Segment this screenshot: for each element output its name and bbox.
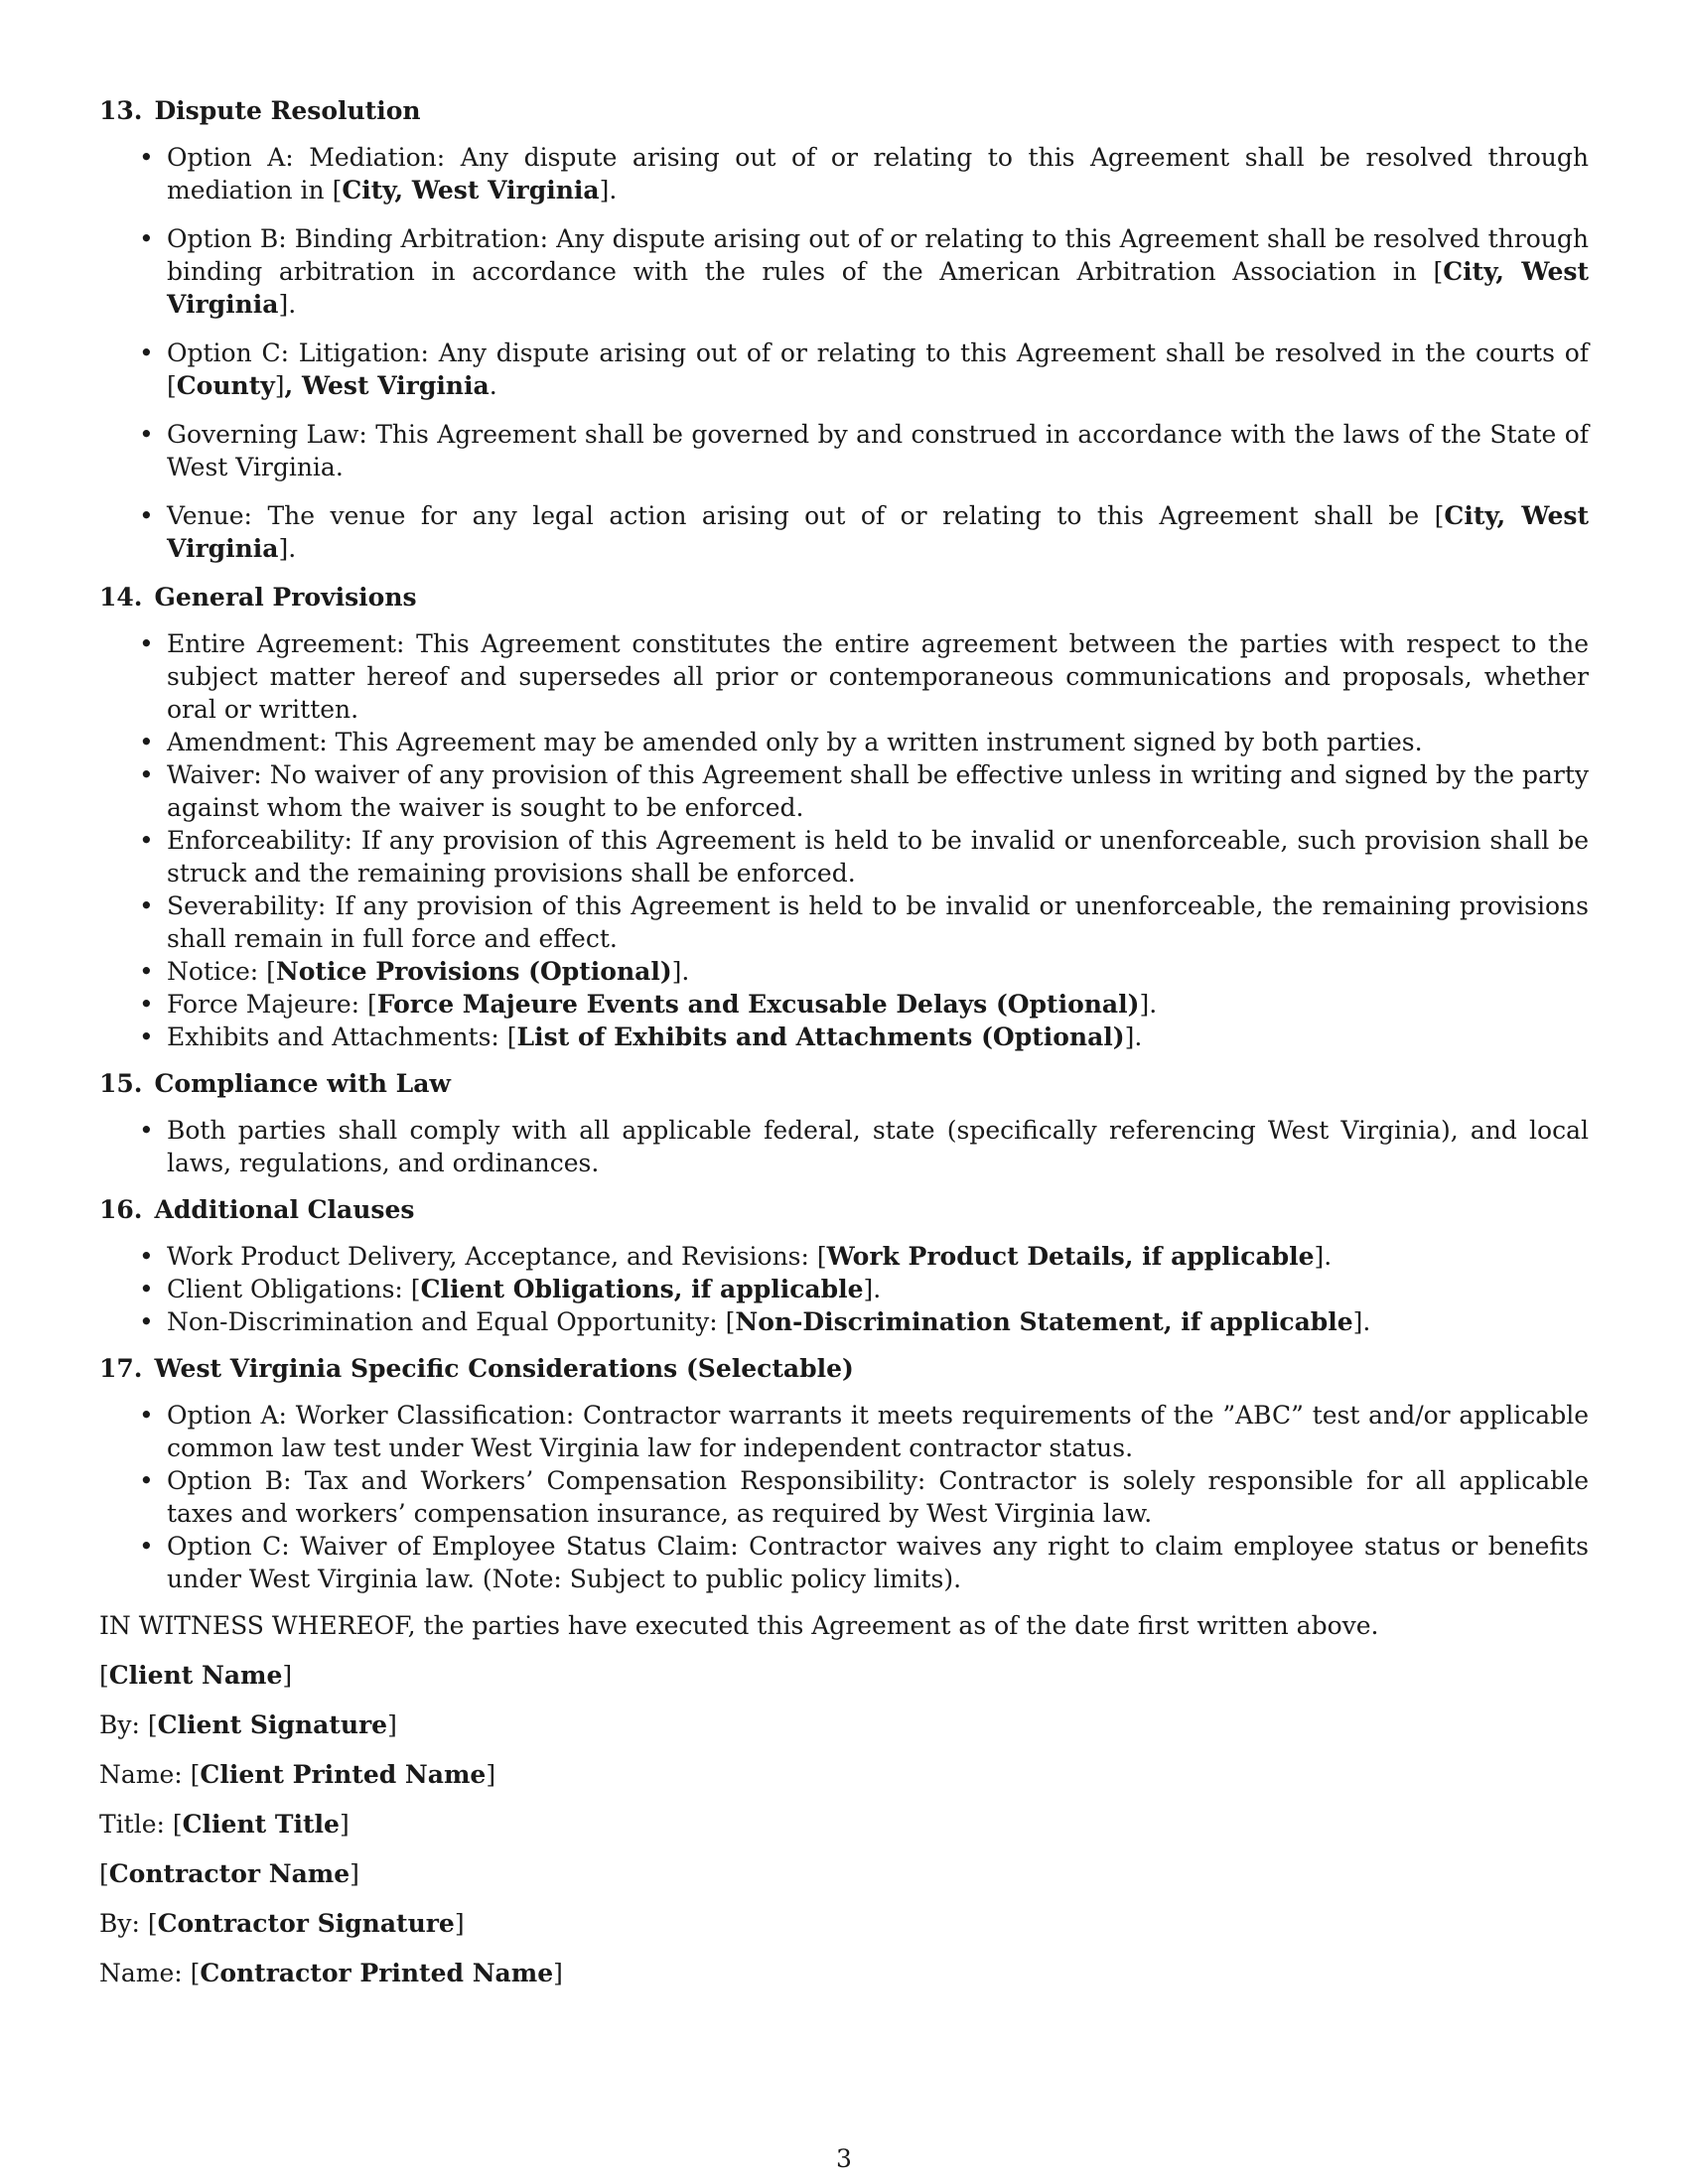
list-item: • Option B: Tax and Workers’ Compensation Responsibility: Contractor is solely responsible for all applicable taxes and workers’ compensation insurance, as required by West Virginia law.: [167, 1464, 1589, 1530]
list-item: • Exhibits and Attachments: [List of Exhibits and Attachments (Optional)].: [167, 1021, 1589, 1053]
list-item: • Entire Agreement: This Agreement constitutes the entire agreement between the parties with respect to the subject matter hereof and supersedes all prior or contemporaneous communications and proposals, whether oral or written.: [167, 627, 1589, 726]
section-heading: 16. Additional Clauses: [99, 1195, 415, 1224]
list-item: • Option C: Litigation: Any dispute arising out of or relating to this Agreement shall be resolved in the courts of [County], West Virginia.: [167, 337, 1589, 402]
section-heading: 17. West Virginia Specific Considerations (Selectable): [99, 1354, 854, 1383]
list-item: • Option C: Waiver of Employee Status Claim: Contractor waives any right to claim employee status or benefits under West Virginia law. (Note: Subject to public policy limits).: [167, 1530, 1589, 1595]
section-heading: 13. Dispute Resolution: [99, 96, 421, 125]
list-item: • Enforceability: If any provision of this Agreement is held to be invalid or unenforceable, such provision shall be struck and the remaining provisions shall be enforced.: [167, 824, 1589, 889]
list-item: • Venue: The venue for any legal action arising out of or relating to this Agreement shall be [City, West Virginia].: [167, 499, 1589, 565]
section-13-dispute-resolution: [99, 94, 1589, 565]
page-number: 3: [836, 2144, 852, 2173]
section-15-list: [99, 1114, 1589, 1179]
list-item: • Option B: Binding Arbitration: Any dispute arising out of or relating to this Agreement shall be resolved through binding arbitration in accordance with the rules of the American Arbitration Association in [City, West Virginia].: [167, 222, 1589, 321]
section-heading: 15. Compliance with Law: [99, 1069, 451, 1098]
section-16-list: [99, 1240, 1589, 1338]
signature-line: By: [Client Signature]: [99, 1710, 397, 1739]
signature-block: [99, 1659, 1589, 1989]
section-14-list: [99, 627, 1589, 1053]
list-item: • Notice: [Notice Provisions (Optional)].: [167, 955, 1589, 988]
section-17-west-virginia: [99, 1352, 1589, 1595]
list-item: • Option A: Worker Classification: Contractor warrants it meets requirements of the ”ABC” test and/or applicable common law test under West Virginia law for independent contractor status.: [167, 1399, 1589, 1464]
section-heading: 14. General Provisions: [99, 583, 417, 612]
document-page: [99, 94, 1589, 2006]
section-16-additional-clauses: [99, 1193, 1589, 1338]
section-15-compliance: [99, 1067, 1589, 1179]
list-item: • Option A: Mediation: Any dispute arising out of or relating to this Agreement shall be resolved through mediation in [City, West Virginia].: [167, 141, 1589, 206]
list-item: • Force Majeure: [Force Majeure Events and Excusable Delays (Optional)].: [167, 988, 1589, 1021]
signature-line: By: [Contractor Signature]: [99, 1909, 465, 1938]
witness-statement: IN WITNESS WHEREOF, the parties have executed this Agreement as of the date first written above.: [99, 1611, 1379, 1640]
signature-line: [Client Name]: [99, 1661, 293, 1690]
section-14-general-provisions: [99, 581, 1589, 1053]
list-item: • Waiver: No waiver of any provision of this Agreement shall be effective unless in writing and signed by the party against whom the waiver is sought to be enforced.: [167, 758, 1589, 824]
list-item: • Client Obligations: [Client Obligations, if applicable].: [167, 1273, 1589, 1305]
list-item: • Severability: If any provision of this Agreement is held to be invalid or unenforceable, the remaining provisions shall remain in full force and effect.: [167, 889, 1589, 955]
signature-line: Name: [Contractor Printed Name]: [99, 1959, 563, 1987]
section-17-list: [99, 1399, 1589, 1595]
list-item: • Governing Law: This Agreement shall be governed by and construed in accordance with the laws of the State of West Virginia.: [167, 418, 1589, 483]
list-item: • Non-Discrimination and Equal Opportunity: [Non-Discrimination Statement, if applicable].: [167, 1305, 1589, 1338]
signature-line: [Contractor Name]: [99, 1859, 359, 1888]
list-item: • Both parties shall comply with all applicable federal, state (specifically referencing West Virginia), and local laws, regulations, and ordinances.: [167, 1114, 1589, 1179]
signature-line: Title: [Client Title]: [99, 1810, 350, 1839]
list-item: • Work Product Delivery, Acceptance, and Revisions: [Work Product Details, if applicable].: [167, 1240, 1589, 1273]
list-item: • Amendment: This Agreement may be amended only by a written instrument signed by both parties.: [167, 726, 1589, 758]
signature-line: Name: [Client Printed Name]: [99, 1760, 496, 1789]
section-13-list: [99, 141, 1589, 565]
